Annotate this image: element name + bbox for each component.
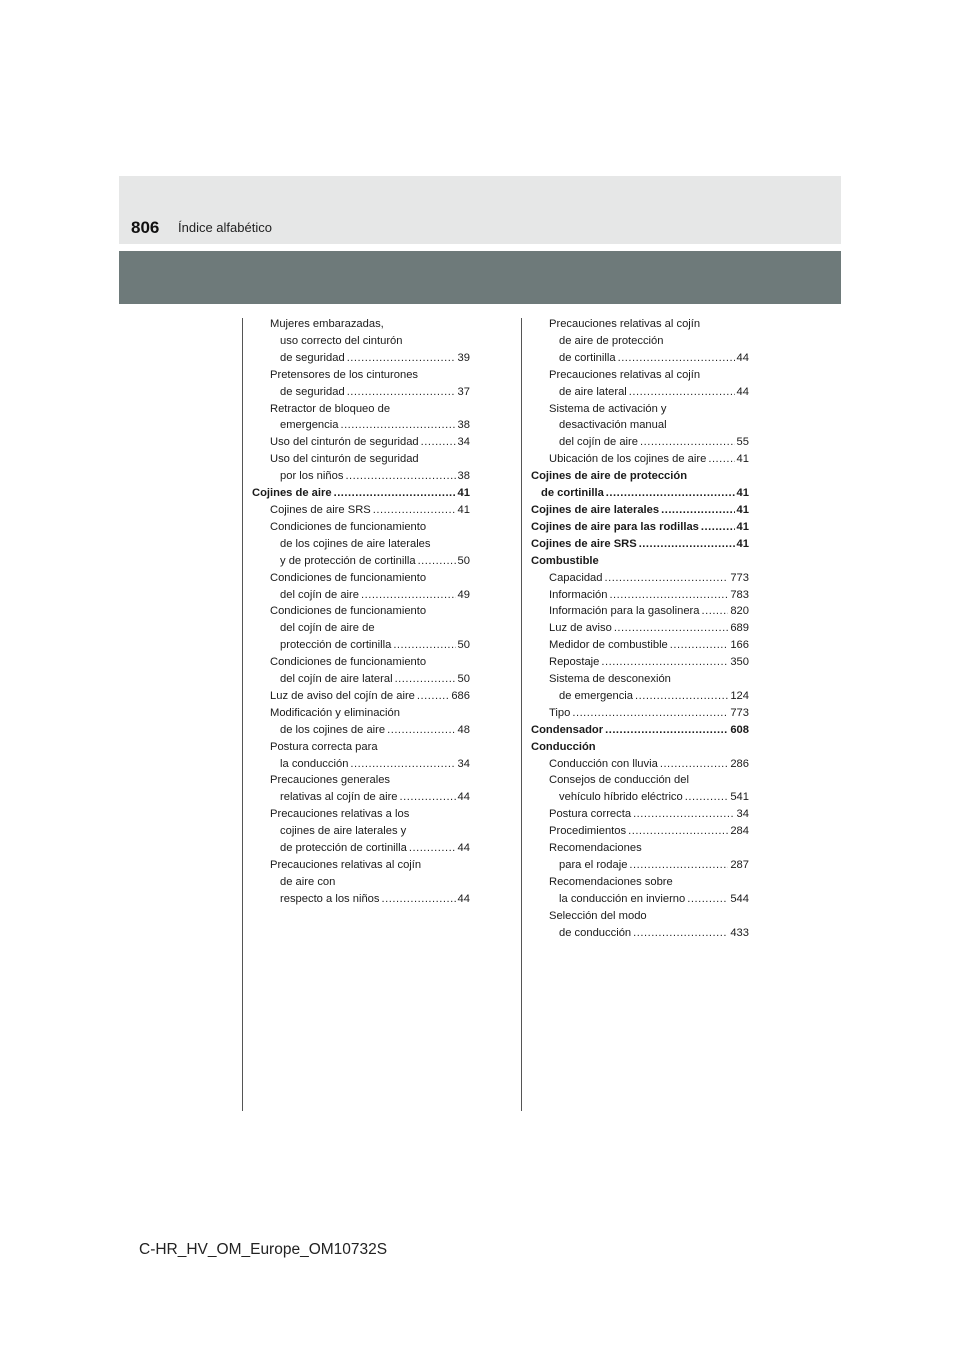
left-column-rule bbox=[242, 318, 243, 1111]
entry-text: de protección de cortinilla bbox=[280, 842, 407, 855]
index-entry bbox=[531, 536, 749, 553]
index-entry bbox=[531, 739, 749, 756]
entry-page: 41 bbox=[736, 487, 749, 500]
entry-page: 41 bbox=[457, 503, 470, 516]
entry-text: vehículo híbrido eléctrico bbox=[559, 791, 683, 804]
index-entry bbox=[531, 925, 749, 942]
index-entry bbox=[531, 806, 749, 823]
entry-text: Modificación y eliminación bbox=[270, 706, 400, 719]
index-entry bbox=[531, 705, 749, 722]
entry-text: de conducción bbox=[559, 926, 632, 939]
index-entry bbox=[252, 417, 470, 434]
index-entry bbox=[531, 384, 749, 401]
entry-text: Repostaje bbox=[549, 656, 600, 669]
index-entry bbox=[531, 316, 749, 333]
dot-leader bbox=[361, 587, 456, 604]
entry-page: 773 bbox=[730, 706, 749, 719]
index-entry bbox=[531, 654, 749, 671]
entry-text: Condensador bbox=[531, 723, 604, 736]
index-entry bbox=[252, 891, 470, 908]
index-entry bbox=[252, 384, 470, 401]
dot-leader bbox=[618, 350, 735, 367]
dot-leader bbox=[660, 756, 728, 773]
entry-page: 124 bbox=[730, 689, 749, 702]
dot-leader bbox=[395, 671, 456, 688]
entry-text: Condiciones de funcionamiento bbox=[270, 605, 427, 618]
entry-page: 41 bbox=[736, 520, 749, 533]
index-entry bbox=[252, 772, 470, 789]
entry-text: Sistema de desconexión bbox=[549, 673, 671, 686]
index-entry bbox=[252, 688, 470, 705]
entry-text: Combustible bbox=[531, 554, 599, 567]
dot-leader bbox=[418, 553, 456, 570]
dot-leader bbox=[350, 756, 455, 773]
index-entry bbox=[531, 857, 749, 874]
entry-page: 34 bbox=[457, 757, 470, 770]
index-entry bbox=[252, 367, 470, 384]
entry-text: de aire de protección bbox=[559, 334, 664, 347]
entry-text: del cojín de aire bbox=[559, 436, 638, 449]
entry-text: Pretensores de los cinturones bbox=[270, 368, 419, 381]
entry-text: de aire con bbox=[280, 875, 336, 888]
entry-text: Información para la gasolinera bbox=[549, 605, 700, 618]
entry-text: de seguridad bbox=[280, 385, 345, 398]
entry-page: 44 bbox=[457, 892, 470, 905]
index-entry bbox=[252, 468, 470, 485]
entry-text: del cojín de aire lateral bbox=[280, 673, 393, 686]
entry-page: 41 bbox=[736, 503, 749, 516]
entry-page: 49 bbox=[457, 588, 470, 601]
entry-text: protección de cortinilla bbox=[280, 639, 392, 652]
entry-text: cojines de aire laterales y bbox=[280, 825, 407, 838]
dot-leader bbox=[702, 603, 729, 620]
dot-leader bbox=[334, 485, 456, 502]
index-entry bbox=[252, 485, 470, 502]
entry-text: para el rodaje bbox=[559, 859, 628, 871]
entry-page: 50 bbox=[457, 673, 470, 686]
entry-page: 34 bbox=[457, 436, 470, 449]
index-entry bbox=[531, 840, 749, 857]
entry-text: de emergencia bbox=[559, 689, 634, 702]
index-entry bbox=[252, 654, 470, 671]
index-entry bbox=[531, 620, 749, 637]
entry-text: Condiciones de funcionamiento bbox=[270, 520, 427, 533]
entry-page: 44 bbox=[457, 791, 470, 804]
dot-leader bbox=[628, 823, 728, 840]
index-entry bbox=[531, 637, 749, 654]
entry-page: 284 bbox=[730, 825, 749, 838]
index-entry bbox=[252, 671, 470, 688]
entry-text: la conducción en invierno bbox=[559, 892, 686, 905]
document-code: C-HR_HV_OM_Europe_OM10732S bbox=[139, 1241, 388, 1258]
entry-text: Mujeres embarazadas, bbox=[270, 318, 384, 330]
entry-text: Tipo bbox=[549, 706, 571, 719]
entry-text: Recomendaciones sobre bbox=[549, 875, 673, 888]
entry-page: 820 bbox=[730, 605, 749, 618]
entry-text: de cortinilla bbox=[559, 351, 616, 364]
index-left-column bbox=[252, 316, 470, 908]
entry-text: relativas al cojín de aire bbox=[280, 791, 398, 804]
index-entry bbox=[252, 603, 470, 620]
entry-text: Cojines de aire SRS bbox=[531, 537, 637, 550]
index-entry bbox=[531, 587, 749, 604]
entry-page: 41 bbox=[736, 537, 749, 550]
dot-leader bbox=[601, 654, 728, 671]
entry-page: 166 bbox=[730, 639, 749, 652]
entry-page: 41 bbox=[457, 487, 470, 500]
index-entry bbox=[252, 840, 470, 857]
index-entry bbox=[252, 316, 470, 333]
index-entry bbox=[252, 519, 470, 536]
dot-leader bbox=[387, 722, 455, 739]
entry-text: Uso del cinturón de seguridad bbox=[270, 453, 419, 466]
index-entry bbox=[252, 857, 470, 874]
entry-text: de aire lateral bbox=[559, 385, 627, 398]
index-entry bbox=[252, 587, 470, 604]
index-entry bbox=[531, 789, 749, 806]
dot-leader bbox=[614, 620, 729, 637]
index-entry bbox=[531, 908, 749, 925]
dot-leader bbox=[340, 417, 455, 434]
dot-leader bbox=[633, 925, 728, 942]
index-entry bbox=[531, 772, 749, 789]
index-entry bbox=[252, 333, 470, 350]
dot-leader bbox=[640, 434, 735, 451]
entry-text: respecto a los niños bbox=[280, 892, 380, 905]
entry-page: 34 bbox=[736, 808, 749, 821]
index-entry bbox=[252, 401, 470, 418]
index-entry bbox=[531, 417, 749, 434]
entry-page: 286 bbox=[730, 757, 749, 770]
entry-text: de los cojines de aire bbox=[280, 723, 386, 736]
dot-leader bbox=[605, 722, 728, 739]
entry-page: 38 bbox=[457, 470, 470, 483]
entry-page: 50 bbox=[457, 639, 470, 652]
entry-text: Recomendaciones bbox=[549, 842, 642, 855]
entry-text: Conducción con lluvia bbox=[549, 757, 658, 770]
entry-text: Retractor de bloqueo de bbox=[270, 402, 391, 415]
entry-text: Cojines de aire bbox=[252, 487, 332, 500]
entry-text: de cortinilla bbox=[541, 487, 604, 500]
index-right-column bbox=[531, 316, 749, 942]
entry-text: Sistema de activación y bbox=[549, 402, 667, 415]
entry-text: Condiciones de funcionamiento bbox=[270, 656, 427, 669]
entry-text: Medidor de combustible bbox=[549, 639, 668, 652]
dot-leader bbox=[685, 789, 729, 806]
index-entry bbox=[531, 485, 749, 502]
entry-text: Consejos de conducción del bbox=[549, 774, 689, 787]
index-entry bbox=[531, 756, 749, 773]
index-entry bbox=[531, 434, 749, 451]
index-entry bbox=[531, 722, 749, 739]
section-title: Índice alfabético bbox=[178, 220, 272, 235]
entry-page: 287 bbox=[730, 859, 749, 871]
entry-page: 608 bbox=[730, 723, 749, 736]
entry-text: Cojines de aire para las rodillas bbox=[531, 520, 699, 533]
dot-leader bbox=[345, 468, 455, 485]
index-entry bbox=[531, 553, 749, 570]
index-entry bbox=[531, 671, 749, 688]
dot-leader bbox=[393, 637, 455, 654]
entry-text: Selección del modo bbox=[549, 909, 647, 922]
entry-text: Postura correcta para bbox=[270, 740, 378, 753]
index-entry bbox=[252, 823, 470, 840]
index-entry bbox=[531, 401, 749, 418]
index-entry bbox=[252, 620, 470, 637]
entry-text: Ubicación de los cojines de aire bbox=[549, 453, 707, 466]
entry-page: 773 bbox=[730, 571, 749, 584]
entry-text: la conducción bbox=[280, 757, 349, 770]
index-entry bbox=[531, 603, 749, 620]
dot-leader bbox=[629, 857, 728, 874]
index-entry bbox=[252, 705, 470, 722]
entry-text: Información bbox=[549, 588, 608, 601]
entry-text: Luz de aviso bbox=[549, 622, 612, 635]
entry-text: Precauciones relativas al cojín bbox=[549, 368, 701, 381]
dot-leader bbox=[409, 840, 456, 857]
entry-page: 41 bbox=[736, 453, 749, 466]
entry-text: Cojines de aire laterales bbox=[531, 503, 660, 516]
entry-text: Cojines de aire de protección bbox=[531, 470, 688, 483]
index-entry bbox=[531, 451, 749, 468]
index-entry bbox=[531, 570, 749, 587]
dot-leader bbox=[400, 789, 456, 806]
index-entry bbox=[252, 789, 470, 806]
index-entry bbox=[531, 823, 749, 840]
index-entry bbox=[531, 874, 749, 891]
entry-text: del cojín de aire de bbox=[280, 622, 375, 635]
entry-text: Capacidad bbox=[549, 571, 603, 584]
entry-text: desactivación manual bbox=[559, 419, 667, 432]
index-entry bbox=[252, 722, 470, 739]
entry-page: 44 bbox=[736, 351, 749, 364]
entry-text: del cojín de aire bbox=[280, 588, 359, 601]
entry-text: Postura correcta bbox=[549, 808, 632, 821]
entry-page: 44 bbox=[736, 385, 749, 398]
dot-leader bbox=[605, 570, 729, 587]
entry-text: uso correcto del cinturón bbox=[280, 334, 403, 347]
entry-page: 541 bbox=[730, 791, 749, 804]
index-entry bbox=[531, 367, 749, 384]
dot-leader bbox=[606, 485, 735, 502]
index-entry bbox=[252, 536, 470, 553]
entry-page: 783 bbox=[730, 588, 749, 601]
dot-leader bbox=[670, 637, 729, 654]
index-entry bbox=[252, 637, 470, 654]
index-entry bbox=[252, 434, 470, 451]
dot-leader bbox=[572, 705, 728, 722]
entry-page: 350 bbox=[730, 656, 749, 669]
dot-leader bbox=[708, 451, 734, 468]
entry-text: Precauciones generales bbox=[270, 774, 391, 787]
entry-page: 44 bbox=[457, 842, 470, 855]
entry-text: Luz de aviso del cojín de aire bbox=[270, 689, 415, 702]
index-entry bbox=[252, 451, 470, 468]
dot-leader bbox=[633, 806, 734, 823]
entry-page: 38 bbox=[457, 419, 470, 432]
dot-leader bbox=[347, 350, 456, 367]
entry-page: 544 bbox=[730, 892, 749, 905]
right-column-rule bbox=[521, 318, 522, 1111]
entry-page: 37 bbox=[457, 385, 470, 398]
dot-leader bbox=[687, 891, 728, 908]
dot-leader bbox=[417, 688, 449, 705]
entry-page: 39 bbox=[457, 351, 470, 364]
index-entry bbox=[531, 688, 749, 705]
index-entry bbox=[252, 806, 470, 823]
entry-text: emergencia bbox=[280, 419, 339, 432]
dot-leader bbox=[701, 519, 735, 536]
dot-leader bbox=[639, 536, 735, 553]
entry-text: Precauciones relativas al cojín bbox=[549, 318, 701, 330]
index-entry bbox=[252, 570, 470, 587]
entry-page: 686 bbox=[451, 689, 470, 702]
dot-leader bbox=[635, 688, 728, 705]
entry-page: 689 bbox=[730, 622, 749, 635]
index-entry bbox=[531, 350, 749, 367]
dot-leader bbox=[609, 587, 728, 604]
dot-leader bbox=[347, 384, 456, 401]
entry-text: Procedimientos bbox=[549, 825, 627, 838]
index-entry bbox=[252, 502, 470, 519]
index-entry bbox=[252, 739, 470, 756]
page-number: 806 bbox=[131, 218, 160, 237]
entry-page: 50 bbox=[457, 554, 470, 567]
index-entry bbox=[531, 468, 749, 485]
index-entry bbox=[252, 874, 470, 891]
entry-text: Cojines de aire SRS bbox=[270, 503, 371, 516]
dot-leader bbox=[421, 434, 456, 451]
entry-text: Condiciones de funcionamiento bbox=[270, 571, 427, 584]
entry-text: Conducción bbox=[531, 740, 596, 753]
index-entry bbox=[252, 553, 470, 570]
header-bar bbox=[119, 251, 841, 304]
entry-text: por los niños bbox=[280, 470, 344, 483]
entry-page: 55 bbox=[736, 436, 749, 449]
index-entry bbox=[531, 891, 749, 908]
entry-text: de los cojines de aire laterales bbox=[280, 537, 431, 550]
dot-leader bbox=[661, 502, 734, 519]
entry-page: 48 bbox=[457, 723, 470, 736]
index-entry bbox=[252, 350, 470, 367]
entry-page: 433 bbox=[730, 926, 749, 939]
dot-leader bbox=[629, 384, 735, 401]
entry-text: Precauciones relativas al cojín bbox=[270, 859, 422, 871]
index-entry bbox=[531, 519, 749, 536]
index-entry bbox=[531, 333, 749, 350]
index-entry bbox=[252, 756, 470, 773]
index-entry bbox=[531, 502, 749, 519]
entry-text: Uso del cinturón de seguridad bbox=[270, 436, 419, 449]
entry-text: y de protección de cortinilla bbox=[280, 554, 416, 567]
dot-leader bbox=[382, 891, 456, 908]
entry-text: Precauciones relativas a los bbox=[270, 808, 410, 821]
entry-text: de seguridad bbox=[280, 351, 345, 364]
dot-leader bbox=[373, 502, 456, 519]
